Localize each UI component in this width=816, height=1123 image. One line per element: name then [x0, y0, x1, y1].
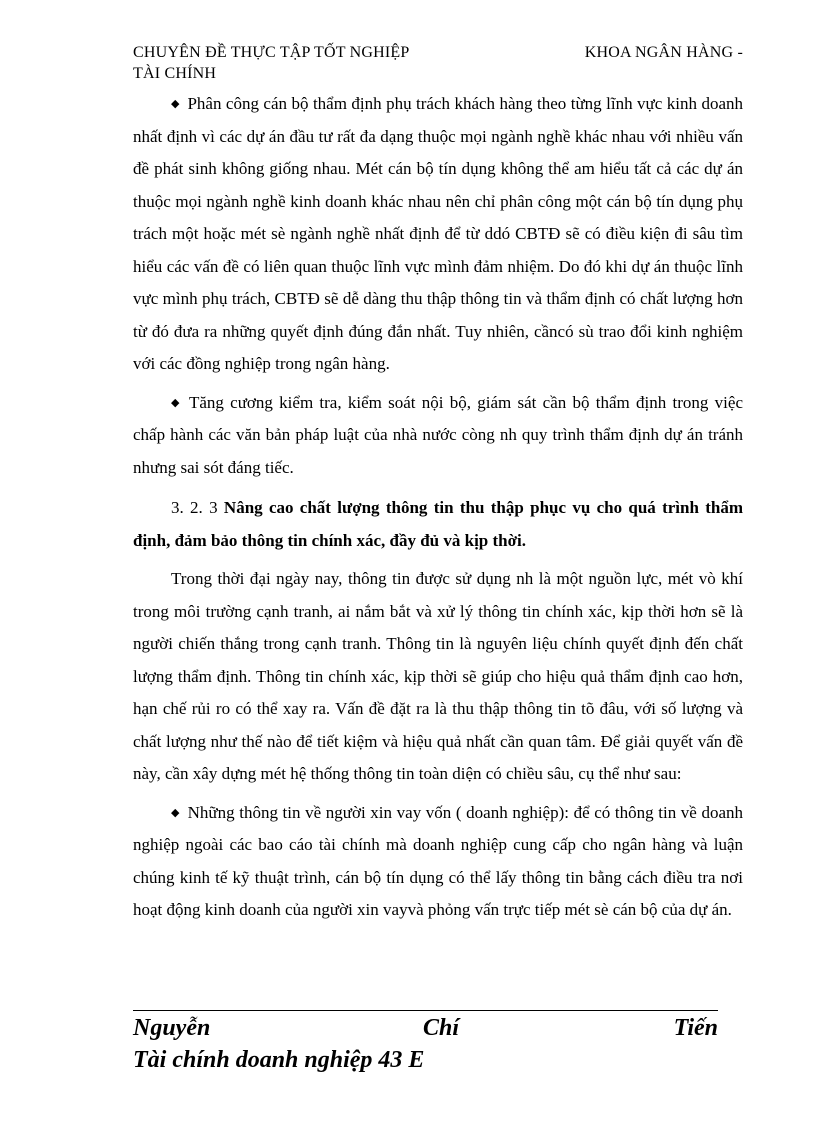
- section-number: 3. 2. 3: [171, 498, 218, 517]
- bullet-paragraph-borrower-info: [133, 797, 743, 927]
- section-heading: [133, 492, 743, 557]
- header-document-type: CHUYÊN ĐỀ THỰC TẬP TỐT NGHIỆP: [133, 44, 410, 61]
- bullet-paragraph-inspection: [133, 387, 743, 485]
- author-given-name: Tiến: [673, 1015, 718, 1041]
- diamond-bullet-icon: ◆: [171, 396, 180, 409]
- footer-author-name: [133, 1012, 718, 1045]
- bullet-paragraph-assignment: [133, 88, 743, 381]
- page-body: [133, 88, 743, 927]
- author-middle-name: Chí: [423, 1015, 460, 1041]
- diamond-bullet-icon: ◆: [171, 806, 180, 819]
- header-faculty-continued: TÀI CHÍNH: [133, 65, 217, 82]
- page-footer: [133, 1012, 718, 1073]
- diamond-bullet-icon: ◆: [171, 98, 180, 110]
- paragraph-text: Phân công cán bộ thẩm định phụ trách khách hàng theo từng lĩnh vực kinh doanh nhất định vì các dự án đầu tư rất đa dạng thuộc mọi ngành nghề khác nhau với nhiều vấn đề phát sinh không giống nhau. Mét cán bộ tín dụng không thể am hiểu tất cả các dự án thuộc mọi ngành nghề kinh doanh khác nhau nên chỉ phân công một cán bộ tín dụng phụ trách một hoặc mét sè ngành nghề nhất định để từ ddó CBTĐ sẽ có điều kiện đi sâu tìm hiểu các vấn đề có liên quan thuộc lĩnh vực mình đảm nhiệm. Do đó khi dự án thuộc lĩnh vực mình phụ trách, CBTĐ sẽ dễ dàng thu thập thông tin và thẩm định có chất lượng hơn từ đó đưa ra những quyết định đúng đắn nhất. Tuy nhiên, cầncó sù trao đổi kinh nghiệm với các đồng nghiệp trong ngân hàng.: [133, 94, 743, 373]
- header-faculty: KHOA NGÂN HÀNG -: [584, 44, 743, 61]
- paragraph-text: Những thông tin về người xin vay vốn ( doanh nghiệp): để có thông tin về doanh nghiệp ngoài các bao cáo tài chính mà doanh nghiệp cung cấp cho ngân hàng và luận chúng kinh tế kỹ thuật trình, cán bộ tín dụng có thể lấy thông tin bằng cách điều tra nơi hoạt động kinh doanh của người xin vayvà phỏng vấn trực tiếp mét sè cán bộ của dự án.: [133, 802, 744, 919]
- footer-class-name: Tài chính doanh nghiệp 43 E: [133, 1047, 425, 1073]
- author-surname: Nguyễn: [133, 1015, 211, 1041]
- paragraph-text: Tăng cương kiểm tra, kiểm soát nội bộ, giám sát cần bộ thẩm định trong việc chấp hành các văn bản pháp luật của nhà nước còng nh quy trình thẩm định dự án tránh nhưng sai sót đáng tiếc.: [133, 392, 743, 477]
- section-title: Nâng cao chất lượng thông tin thu thập phục vụ cho quá trình thẩm định, đảm bảo thông tin chính xác, đầy đủ và kịp thời.: [133, 498, 744, 550]
- paragraph-information: Trong thời đại ngày nay, thông tin được sử dụng nh là một nguồn lực, mét vò khí trong môi trường cạnh tranh, ai nắm bắt và xử lý thông tin chính xác, kịp thời hơn sẽ là người chiến thắng trong cạnh tranh. Thông tin là nguyên liệu chính quyết định đến chất lượng thẩm định. Thông tin chính xác, kịp thời sẽ giúp cho hiệu quả thẩm định cao hơn, hạn chế rủi ro có thể xay ra. Vấn đề đặt ra là thu thập thông tin tõ đâu, với số lượng và chất lượng như thế nào để tiết kiệm và hiệu quả nhất cần quan tâm. Để giải quyết vấn đề này, cần xây dựng mét hệ thống thông tin toàn diện có chiều sâu, cụ thể như sau:: [133, 569, 743, 783]
- footer-divider: [133, 1010, 718, 1011]
